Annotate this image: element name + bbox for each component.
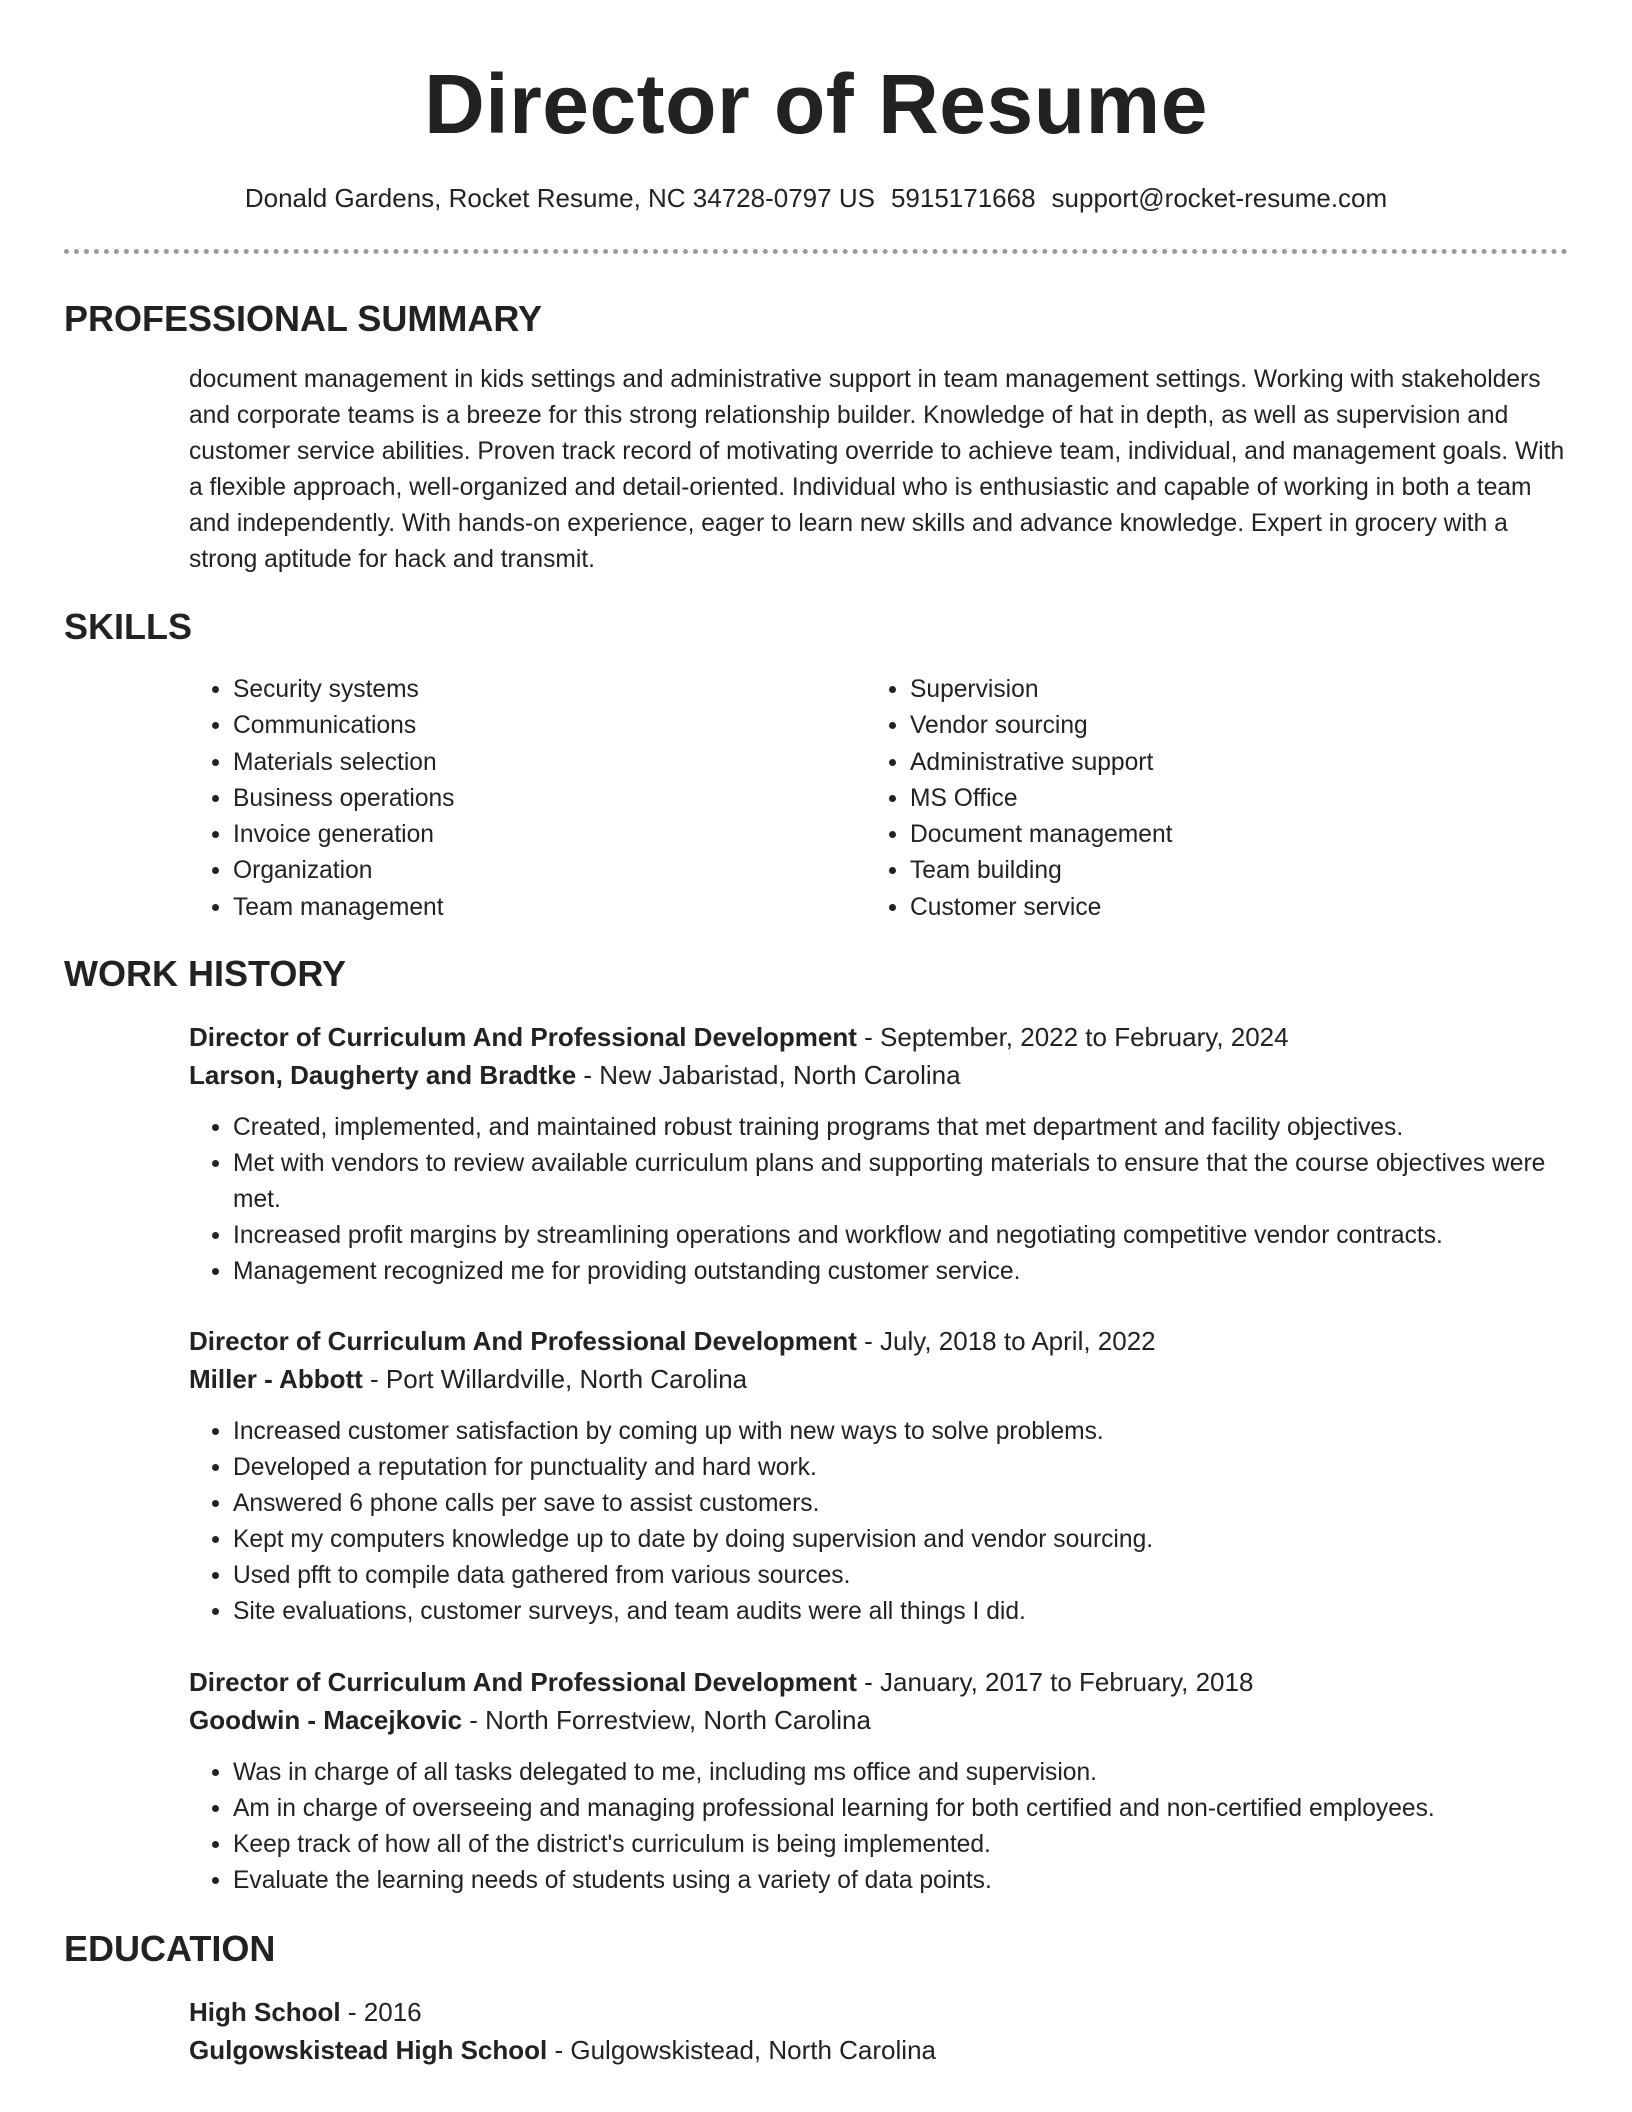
job-bullet: • Answered 6 phone calls per save to assist customers. xyxy=(233,1486,1569,1522)
job-bullet: • Was in charge of all tasks delegated to me, including ms office and supervision. xyxy=(233,1755,1569,1791)
job-company-line xyxy=(189,1360,1569,1398)
job-bullet: • Developed a reputation for punctuality and hard work. xyxy=(233,1450,1569,1486)
job-bullet: • Site evaluations, customer surveys, and team audits were all things I did. xyxy=(233,1594,1569,1630)
job-bullet: • Increased profit margins by streamlining operations and workflow and negotiating competitive vendor contracts. xyxy=(233,1218,1569,1254)
work-history-heading: WORK HISTORY xyxy=(64,953,347,994)
resume-name: Director of Resume xyxy=(424,57,1208,151)
job-role: Director of Curriculum And Professional Development xyxy=(189,1326,857,1356)
skill-item: • Materials selection xyxy=(233,745,853,781)
education-location: - Gulgowskistead, North Carolina xyxy=(547,2035,936,2065)
skill-item: • Organization xyxy=(233,853,853,889)
job-location: - New Jabaristad, North Carolina xyxy=(576,1060,961,1090)
job-bullet: • Created, implemented, and maintained robust training programs that met department and facility objectives. xyxy=(233,1110,1569,1146)
education-heading: EDUCATION xyxy=(64,1928,276,1969)
skill-item: • Supervision xyxy=(910,672,1570,708)
skill-item: • Team building xyxy=(910,853,1570,889)
job-bullet: • Increased customer satisfaction by coming up with new ways to solve problems. xyxy=(233,1414,1569,1450)
job-company: Goodwin - Macejkovic xyxy=(189,1705,463,1735)
job-dates: - July, 2018 to April, 2022 xyxy=(856,1326,1156,1356)
summary-heading: PROFESSIONAL SUMMARY xyxy=(64,298,543,339)
job-entry xyxy=(189,1663,1569,1899)
job-company: Larson, Daugherty and Bradtke xyxy=(189,1060,577,1090)
job-role: Director of Curriculum And Professional Development xyxy=(189,1667,857,1697)
job-bullets xyxy=(189,1414,1569,1630)
education-year: - 2016 xyxy=(340,1997,422,2027)
contact-email[interactable]: support@rocket-resume.com xyxy=(1051,183,1388,213)
skill-item: • Communications xyxy=(233,708,853,744)
skill-item: • Administrative support xyxy=(910,745,1570,781)
skill-item: • Security systems xyxy=(233,672,853,708)
job-location: - Port Willardville, North Carolina xyxy=(362,1364,748,1394)
skills-list-right xyxy=(866,672,1570,926)
job-bullets xyxy=(189,1755,1569,1899)
job-dates: - January, 2017 to February, 2018 xyxy=(856,1667,1254,1697)
skill-item: • Customer service xyxy=(910,890,1570,926)
job-entry xyxy=(189,1322,1569,1630)
job-company-line xyxy=(189,1701,1569,1739)
job-entry xyxy=(189,1018,1569,1290)
job-title-line xyxy=(189,1018,1569,1056)
skill-item: • Team management xyxy=(233,890,853,926)
job-dates: - September, 2022 to February, 2024 xyxy=(856,1022,1289,1052)
contact-line xyxy=(0,180,1632,216)
job-bullet: • Management recognized me for providing outstanding customer service. xyxy=(233,1254,1569,1290)
job-bullet: • Evaluate the learning needs of students using a variety of data points. xyxy=(233,1863,1569,1899)
education-school-line xyxy=(189,2031,1569,2069)
job-title-line xyxy=(189,1322,1569,1360)
header-divider xyxy=(64,249,1568,254)
education-school: Gulgowskistead High School xyxy=(189,2035,548,2065)
summary-text: document management in kids settings and administrative support in team management settings. Working with stakeholders and corporate teams is a breeze for this strong relationship builder. Knowledge of hat in depth, as well as supervision and customer service abilities. Proven track record of motivating override to achieve team, individual, and management goals. With a flexible approach, well-organized and detail-oriented. Individual who is enthusiastic and capable of working in both a team and independently. With hands-on experience, eager to learn new skills and advance knowledge. Expert in grocery with a strong aptitude for hack and transmit. xyxy=(189,366,1565,573)
skills-heading: SKILLS xyxy=(64,606,193,647)
job-bullet: • Kept my computers knowledge up to date by doing supervision and vendor sourcing. xyxy=(233,1522,1569,1558)
skill-item: • MS Office xyxy=(910,781,1570,817)
skill-item: • Business operations xyxy=(233,781,853,817)
job-company-line xyxy=(189,1056,1569,1094)
job-role: Director of Curriculum And Professional Development xyxy=(189,1022,857,1052)
job-bullets xyxy=(189,1110,1569,1290)
contact-address: Donald Gardens, Rocket Resume, NC 34728-0797 US xyxy=(244,183,875,213)
education-degree-line xyxy=(189,1993,1569,2031)
job-bullet: • Keep track of how all of the district's curriculum is being implemented. xyxy=(233,1827,1569,1863)
education-entry xyxy=(189,1993,1569,2069)
job-company: Miller - Abbott xyxy=(189,1364,363,1394)
education-degree: High School xyxy=(189,1997,341,2027)
job-bullet: • Used pfft to compile data gathered from various sources. xyxy=(233,1558,1569,1594)
job-bullet: • Am in charge of overseeing and managing professional learning for both certified and non-certified employees. xyxy=(233,1791,1569,1827)
contact-phone: 5915171668 xyxy=(890,183,1036,213)
skill-item: • Document management xyxy=(910,817,1570,853)
job-bullet: • Met with vendors to review available curriculum plans and supporting materials to ensure that the course objectives were met. xyxy=(233,1146,1569,1218)
skill-item: • Invoice generation xyxy=(233,817,853,853)
job-location: - North Forrestview, North Carolina xyxy=(462,1705,871,1735)
skill-item: • Vendor sourcing xyxy=(910,708,1570,744)
job-title-line xyxy=(189,1663,1569,1701)
skills-list-left xyxy=(189,672,853,926)
